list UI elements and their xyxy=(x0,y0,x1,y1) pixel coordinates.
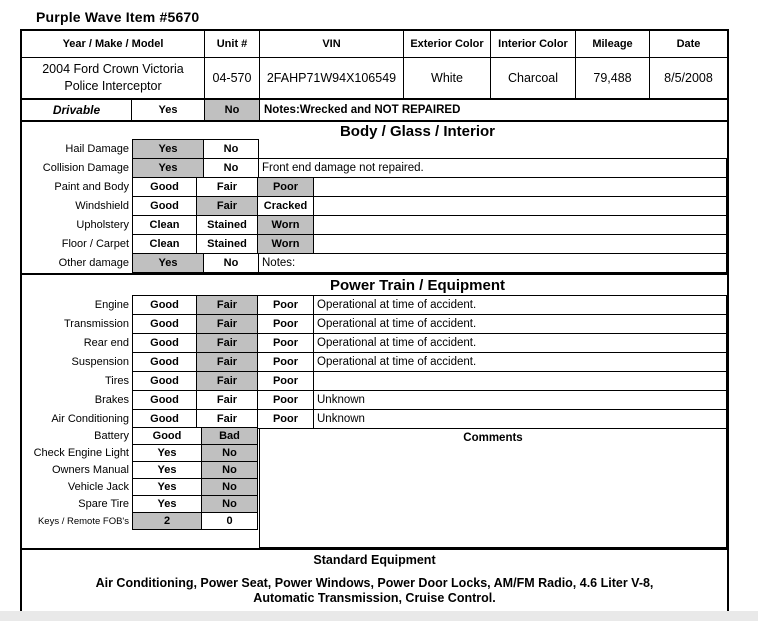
standard-equipment-title: Standard Equipment xyxy=(313,553,436,567)
option-cell: Poor xyxy=(257,314,314,334)
column-header-interior-color: Interior Color xyxy=(491,31,576,57)
power-train-rows xyxy=(22,295,727,429)
section-power-train-equipment xyxy=(22,273,727,548)
option-cell: Good xyxy=(132,177,197,197)
column-header-mileage: Mileage xyxy=(576,31,650,57)
table-row xyxy=(22,495,260,513)
table-row xyxy=(22,215,727,235)
row-label: Collision Damage xyxy=(42,162,129,174)
vehicle-row xyxy=(22,58,727,100)
table-row xyxy=(22,177,727,197)
row-label: Battery xyxy=(94,430,129,442)
standard-equipment-line2: Automatic Transmission, Cruise Control. xyxy=(253,591,496,606)
notes-cell: Operational at time of accident. xyxy=(313,314,727,334)
drivable-row xyxy=(22,100,727,120)
vehicle-mileage: 79,488 xyxy=(576,58,650,98)
option-cell: Bad xyxy=(201,427,258,445)
vehicle-name-line2: Police Interceptor xyxy=(64,79,162,93)
option-cell: No xyxy=(201,478,258,496)
option-cell: No xyxy=(203,253,259,273)
option-cell: No xyxy=(201,444,258,462)
standard-equipment-line1: Air Conditioning, Power Seat, Power Windows, Power Door Locks, AM/FM Radio, 4.6 Liter V-8, xyxy=(95,576,654,590)
vehicle-name-line1: 2004 Ford Crown Victoria xyxy=(42,62,184,77)
column-header-exterior-color: Exterior Color xyxy=(404,31,491,57)
column-header-year-make-model: Year / Make / Model xyxy=(22,31,205,57)
table-row xyxy=(22,478,260,496)
row-label: Keys / Remote FOB's xyxy=(37,515,129,527)
vehicle-vin: 2FAHP71W94X106549 xyxy=(260,58,404,98)
option-cell: Yes xyxy=(132,139,204,159)
table-row xyxy=(22,295,727,315)
option-cell: Good xyxy=(132,196,197,216)
table-row xyxy=(22,352,727,372)
table-row xyxy=(22,461,260,479)
table-row xyxy=(22,196,727,216)
column-header-unit-number: Unit # xyxy=(205,31,260,57)
drivable-option-no: No xyxy=(205,100,260,120)
option-cell: Cracked xyxy=(257,196,314,216)
option-cell: Clean xyxy=(132,215,197,235)
option-cell: No xyxy=(201,461,258,479)
notes-cell xyxy=(313,234,727,254)
option-cell: Worn xyxy=(257,215,314,235)
option-cell: Fair xyxy=(196,177,258,197)
option-cell: Yes xyxy=(132,444,202,462)
notes-cell: Operational at time of accident. xyxy=(313,295,727,315)
page-title: Purple Wave Item #5670 xyxy=(36,9,200,25)
drivable-label: Drivable xyxy=(22,100,132,120)
row-label: Check Engine Light xyxy=(33,447,129,459)
row-label: Floor / Carpet xyxy=(61,238,129,250)
option-cell: Clean xyxy=(132,234,197,254)
section-title-body-glass-interior: Body / Glass / Interior xyxy=(339,123,496,140)
section-body-glass-interior xyxy=(22,120,727,273)
row-label: Air Conditioning xyxy=(51,413,129,425)
option-cell: Fair xyxy=(196,333,258,353)
table-row xyxy=(22,427,260,445)
option-cell: Poor xyxy=(257,352,314,372)
notes-cell xyxy=(313,177,727,197)
column-header-date: Date xyxy=(676,38,701,50)
option-cell: Fair xyxy=(196,390,258,410)
option-cell: Poor xyxy=(257,409,314,429)
option-cell: Stained xyxy=(196,234,258,254)
table-row xyxy=(22,314,727,334)
option-cell: Good xyxy=(132,352,197,372)
option-cell: Stained xyxy=(196,215,258,235)
section-title-power-train-equipment: Power Train / Equipment xyxy=(329,277,506,294)
row-label: Hail Damage xyxy=(65,143,129,155)
table-row xyxy=(22,444,260,462)
header-row xyxy=(22,31,727,58)
option-cell: Worn xyxy=(257,234,314,254)
row-label: Transmission xyxy=(64,318,129,330)
option-cell: 0 xyxy=(201,512,258,530)
option-cell: Yes xyxy=(132,461,202,479)
standard-equipment-text xyxy=(28,576,721,607)
table-row xyxy=(22,139,727,159)
option-cell: Good xyxy=(132,371,197,391)
option-cell: Fair xyxy=(196,371,258,391)
row-label: Upholstery xyxy=(76,219,129,231)
option-cell: Poor xyxy=(257,390,314,410)
section-standard-equipment xyxy=(22,548,727,612)
option-cell: Poor xyxy=(257,295,314,315)
drivable-option-yes: Yes xyxy=(132,100,205,120)
option-cell: No xyxy=(203,139,259,159)
table-row xyxy=(22,253,727,273)
table-row xyxy=(22,390,727,410)
vehicle-year-make-model xyxy=(22,58,205,98)
option-cell: No xyxy=(203,158,259,178)
row-label: Brakes xyxy=(94,394,129,406)
vehicle-date: 8/5/2008 xyxy=(664,70,713,85)
option-cell: Good xyxy=(132,409,197,429)
notes-cell: Operational at time of accident. xyxy=(313,333,727,353)
table-row xyxy=(22,409,727,429)
notes-cell xyxy=(313,215,727,235)
option-cell: Fair xyxy=(196,352,258,372)
comments-title: Comments xyxy=(463,432,523,444)
notes-cell: Front end damage not repaired. xyxy=(258,158,727,178)
power-train-bottom-block xyxy=(22,428,727,548)
option-cell: Good xyxy=(132,427,202,445)
option-cell: Fair xyxy=(196,295,258,315)
drivable-notes: Notes:Wrecked and NOT REPAIRED xyxy=(264,104,461,116)
table-row xyxy=(22,158,727,178)
row-label: Paint and Body xyxy=(54,181,129,193)
option-cell: Yes xyxy=(132,158,204,178)
body-glass-interior-rows xyxy=(22,139,727,273)
column-header-vin: VIN xyxy=(260,31,404,57)
option-cell: Fair xyxy=(196,409,258,429)
option-cell: Yes xyxy=(132,253,204,273)
option-cell: Poor xyxy=(257,177,314,197)
row-label: Owners Manual xyxy=(51,464,129,476)
option-cell: Good xyxy=(132,333,197,353)
row-label: Suspension xyxy=(71,356,129,368)
notes-cell xyxy=(313,371,727,391)
row-label: Other damage xyxy=(58,257,129,269)
table-row xyxy=(22,371,727,391)
option-cell: Poor xyxy=(257,333,314,353)
option-cell: Fair xyxy=(196,314,258,334)
option-cell: Poor xyxy=(257,371,314,391)
notes-cell: Notes: xyxy=(258,253,727,273)
option-cell: 2 xyxy=(132,512,202,530)
option-cell: Yes xyxy=(132,478,202,496)
comments-box xyxy=(259,428,727,548)
option-cell: Fair xyxy=(196,196,258,216)
option-cell: Good xyxy=(132,295,197,315)
option-cell: No xyxy=(201,495,258,513)
notes-cell: Operational at time of accident. xyxy=(313,352,727,372)
notes-cell: Unknown xyxy=(313,390,727,410)
row-label: Rear end xyxy=(83,337,129,349)
condition-report-table xyxy=(20,29,729,614)
table-row xyxy=(22,512,260,530)
row-label: Windshield xyxy=(75,200,129,212)
row-label: Tires xyxy=(104,375,129,387)
equipment-check-rows xyxy=(22,428,260,548)
option-cell: Good xyxy=(132,390,197,410)
table-row xyxy=(22,333,727,353)
notes-cell: Unknown xyxy=(313,409,727,429)
vehicle-unit-number: 04-570 xyxy=(205,58,260,98)
notes-cell xyxy=(313,196,727,216)
option-cell: Good xyxy=(132,314,197,334)
option-cell: Yes xyxy=(132,495,202,513)
row-label: Spare Tire xyxy=(78,498,129,510)
vehicle-exterior-color: White xyxy=(404,58,491,98)
table-row xyxy=(22,234,727,254)
vehicle-interior-color: Charcoal xyxy=(491,58,576,98)
row-label: Engine xyxy=(94,299,129,311)
row-label: Vehicle Jack xyxy=(67,481,129,493)
